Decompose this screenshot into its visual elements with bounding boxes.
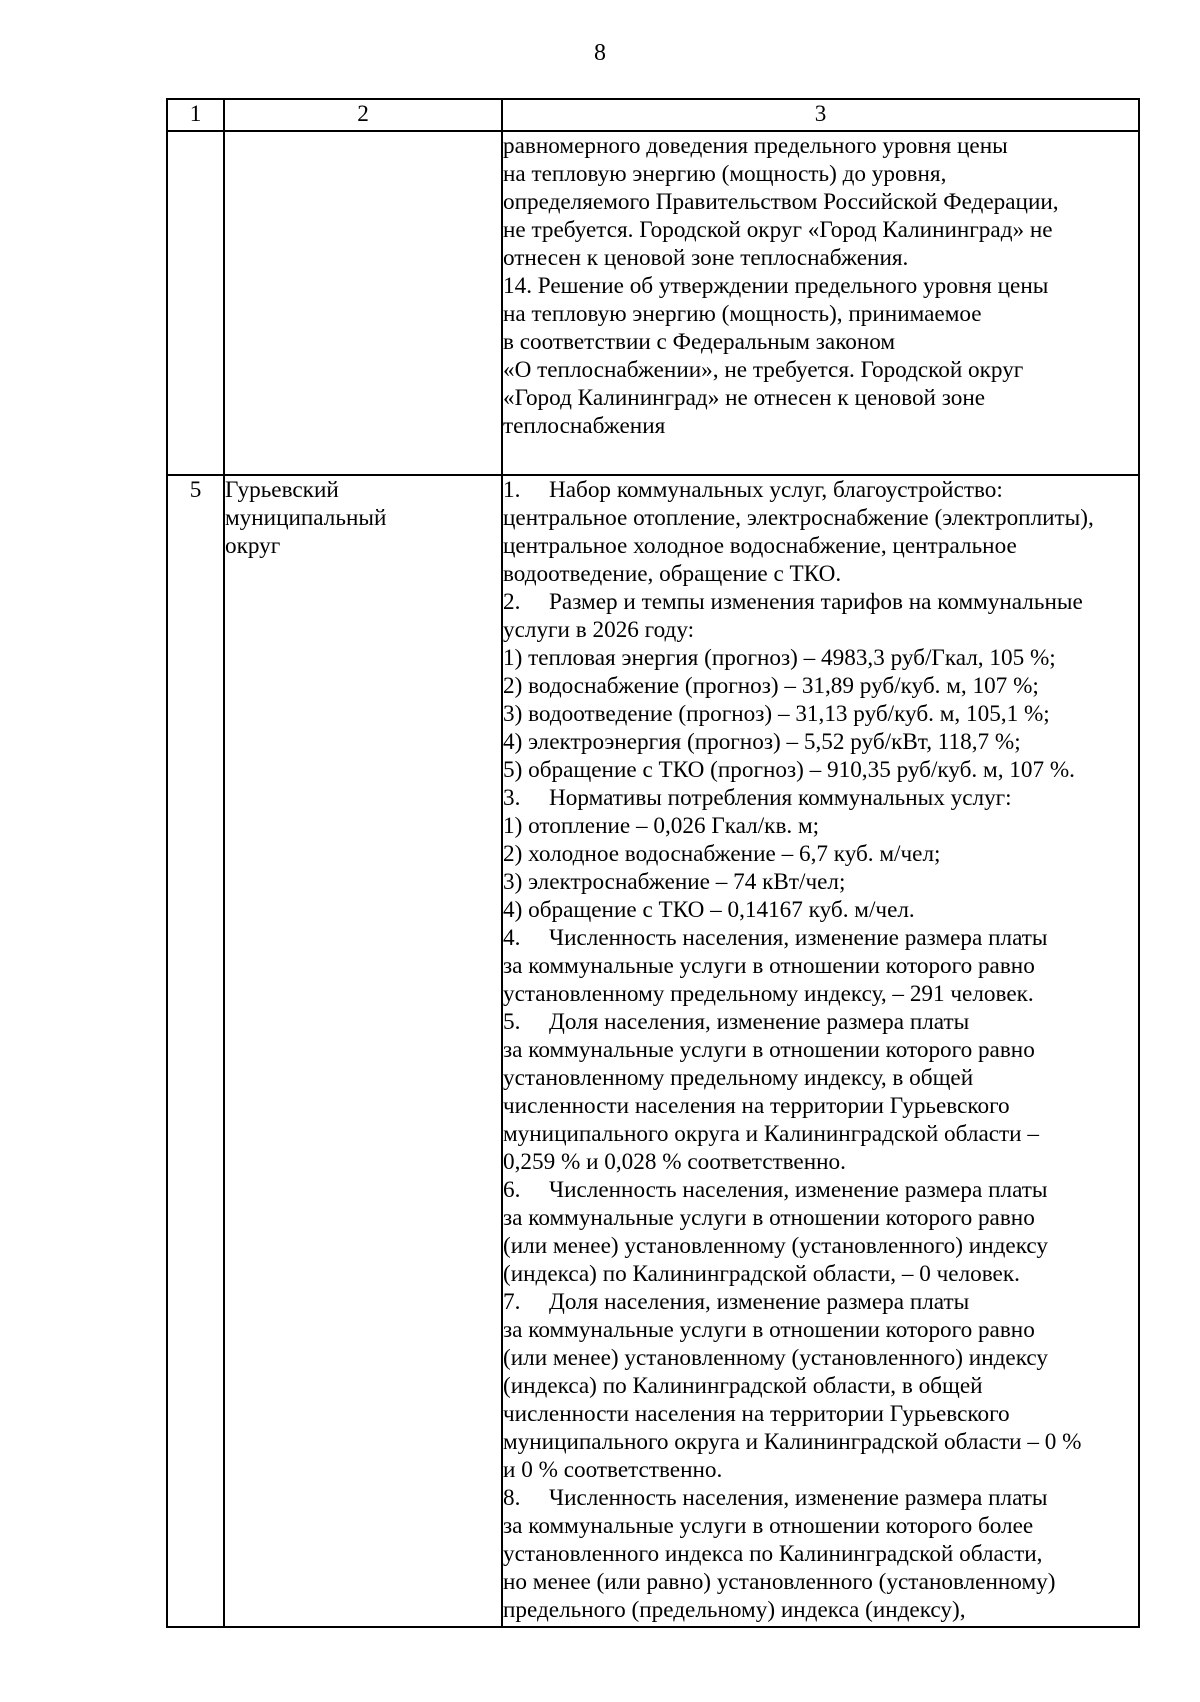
line-text: за коммунальные услуги в отношении которого равно: [503, 1317, 1035, 1343]
line-text: 3) электроснабжение – 74 кВт/чел;: [503, 869, 846, 895]
text-line: [503, 672, 1138, 700]
numbered-item-line: [503, 1008, 1138, 1036]
row-number-cell: [167, 131, 224, 475]
row-number-cell: 5: [167, 475, 224, 1627]
text-line: [503, 616, 1138, 644]
item-number: 1.: [503, 477, 521, 503]
text-line: [503, 1456, 1138, 1484]
line-text: муниципального округа и Калининградской области – 0 %: [503, 1429, 1082, 1455]
item-number: 8.: [503, 1485, 521, 1511]
numbered-item-line: [503, 1484, 1138, 1512]
text-line: на тепловую энергию (мощность), принимаемое: [503, 301, 982, 327]
text-line: [503, 840, 1138, 868]
text-line: [503, 1204, 1138, 1232]
text-line: «О теплоснабжении», не требуется. Городской округ: [503, 357, 1024, 383]
line-text: (индекса) по Калининградской области, в общей: [503, 1373, 983, 1399]
page-number: 8: [594, 40, 606, 66]
line-text: Размер и темпы изменения тарифов на коммунальные: [549, 589, 1083, 615]
text-line: «Город Калининград» не отнесен к ценовой зоне: [503, 385, 986, 411]
numbered-item-line: [503, 476, 1138, 504]
numbered-item-line: [503, 1288, 1138, 1316]
text-line: [503, 1540, 1138, 1568]
line-text: 1) отопление – 0,026 Гкал/кв. м;: [503, 813, 820, 839]
table-header-row: [167, 99, 1139, 131]
text-line: [503, 1064, 1138, 1092]
line-text: услуги в 2026 году:: [503, 617, 695, 643]
line-text: Доля населения, изменение размера платы: [549, 1009, 970, 1035]
text-line: [503, 1344, 1138, 1372]
text-line: 14. Решение об утверждении предельного уровня цены: [503, 273, 1049, 299]
line-text: (или менее) установленному (установленного) индексу: [503, 1233, 1048, 1259]
item-number: 6.: [503, 1177, 521, 1203]
text-line: [503, 728, 1138, 756]
text-line: отнесен к ценовой зоне теплоснабжения.: [503, 245, 909, 271]
text-line: [503, 1372, 1138, 1400]
text-line: [503, 1148, 1138, 1176]
line-text: 0,259 % и 0,028 % соответственно.: [503, 1149, 846, 1175]
line-text: Численность населения, изменение размера платы: [549, 1485, 1048, 1511]
header-col-2: 2: [224, 99, 502, 131]
line-text: 1) тепловая энергия (прогноз) – 4983,3 руб/Гкал, 105 %;: [503, 645, 1056, 671]
text-line: [503, 896, 1138, 924]
item-number: 4.: [503, 925, 521, 951]
text-line: [503, 868, 1138, 896]
line-text: Доля населения, изменение размера платы: [549, 1289, 970, 1315]
numbered-item-line: [503, 588, 1138, 616]
table-row: [167, 475, 1139, 1627]
numbered-item-line: [503, 1176, 1138, 1204]
municipality-name-line: Гурьевский: [225, 477, 339, 503]
line-text: установленному предельному индексу, в общей: [503, 1065, 974, 1091]
line-text: и 0 % соответственно.: [503, 1457, 723, 1483]
line-text: (или менее) установленному (установленного) индексу: [503, 1345, 1048, 1371]
line-text: за коммунальные услуги в отношении которого равно: [503, 1037, 1035, 1063]
text-line: на тепловую энергию (мощность) до уровня,: [503, 161, 947, 187]
text-line: [503, 952, 1138, 980]
text-line: теплоснабжения: [503, 413, 666, 439]
line-text: численности населения на территории Гурьевского: [503, 1093, 1010, 1119]
text-line: [503, 1120, 1138, 1148]
line-text: водоотведение, обращение с ТКО.: [503, 561, 842, 587]
header-col-3: 3: [502, 99, 1139, 131]
text-line: [503, 812, 1138, 840]
line-text: за коммунальные услуги в отношении которого равно: [503, 1205, 1035, 1231]
line-text: установленному предельному индексу, – 291 человек.: [503, 981, 1034, 1007]
line-text: 5) обращение с ТКО (прогноз) – 910,35 руб/куб. м, 107 %.: [503, 757, 1075, 783]
municipality-cell: [224, 131, 502, 475]
line-text: Численность населения, изменение размера платы: [549, 1177, 1048, 1203]
text-line: [503, 532, 1138, 560]
line-text: 4) электроэнергия (прогноз) – 5,52 руб/кВт, 118,7 %;: [503, 729, 1021, 755]
text-line: равномерного доведения предельного уровня цены: [503, 133, 1008, 159]
line-text: численности населения на территории Гурьевского: [503, 1401, 1010, 1427]
line-text: за коммунальные услуги в отношении которого равно: [503, 953, 1035, 979]
line-text: 2) водоснабжение (прогноз) – 31,89 руб/куб. м, 107 %;: [503, 673, 1039, 699]
description-cell: [502, 475, 1139, 1627]
line-text: 2) холодное водоснабжение – 6,7 куб. м/чел;: [503, 841, 941, 867]
text-line: [503, 1400, 1138, 1428]
document-table: [166, 98, 1140, 1628]
item-number: 7.: [503, 1289, 521, 1315]
numbered-item-line: [503, 784, 1138, 812]
text-line: [503, 1568, 1138, 1596]
text-line: [503, 1596, 1138, 1624]
text-line: [503, 560, 1138, 588]
text-line: [503, 644, 1138, 672]
line-text: центральное холодное водоснабжение, центральное: [503, 533, 1017, 559]
numbered-item-line: [503, 924, 1138, 952]
description-cell: [502, 131, 1139, 475]
line-text: но менее (или равно) установленного (установленному): [503, 1569, 1056, 1595]
text-line: [503, 1316, 1138, 1344]
text-line: [503, 1092, 1138, 1120]
text-line: [503, 504, 1138, 532]
line-text: муниципального округа и Калининградской области –: [503, 1121, 1039, 1147]
line-text: за коммунальные услуги в отношении которого более: [503, 1513, 1034, 1539]
item-number: 3.: [503, 785, 521, 811]
text-line: [503, 1260, 1138, 1288]
municipality-cell: [224, 475, 502, 1627]
text-line: [503, 980, 1138, 1008]
text-line: [503, 1036, 1138, 1064]
header-col-1: 1: [167, 99, 224, 131]
item-number: 5.: [503, 1009, 521, 1035]
text-line: [503, 756, 1138, 784]
line-text: (индекса) по Калининградской области, – 0 человек.: [503, 1261, 1020, 1287]
line-text: установленного индекса по Калининградской области,: [503, 1541, 1043, 1567]
text-line: в соответствии с Федеральным законом: [503, 329, 896, 355]
line-text: центральное отопление, электроснабжение (электроплиты),: [503, 505, 1094, 531]
line-text: Набор коммунальных услуг, благоустройство:: [549, 477, 1003, 503]
line-text: Нормативы потребления коммунальных услуг:: [549, 785, 1012, 811]
text-line: [503, 1428, 1138, 1456]
line-text: 3) водоотведение (прогноз) – 31,13 руб/куб. м, 105,1 %;: [503, 701, 1050, 727]
table-row: [167, 131, 1139, 475]
line-text: Численность населения, изменение размера платы: [549, 925, 1048, 951]
municipality-name-line: округ: [225, 533, 281, 559]
text-line: не требуется. Городской округ «Город Калининград» не: [503, 217, 1053, 243]
line-text: 4) обращение с ТКО – 0,14167 куб. м/чел.: [503, 897, 915, 923]
item-number: 2.: [503, 589, 521, 615]
text-line: [503, 1232, 1138, 1260]
municipality-name-line: муниципальный: [225, 505, 387, 531]
text-line: определяемого Правительством Российской Федерации,: [503, 189, 1059, 215]
line-text: предельного (предельному) индекса (индексу),: [503, 1597, 966, 1623]
text-line: [503, 700, 1138, 728]
text-line: [503, 1512, 1138, 1540]
